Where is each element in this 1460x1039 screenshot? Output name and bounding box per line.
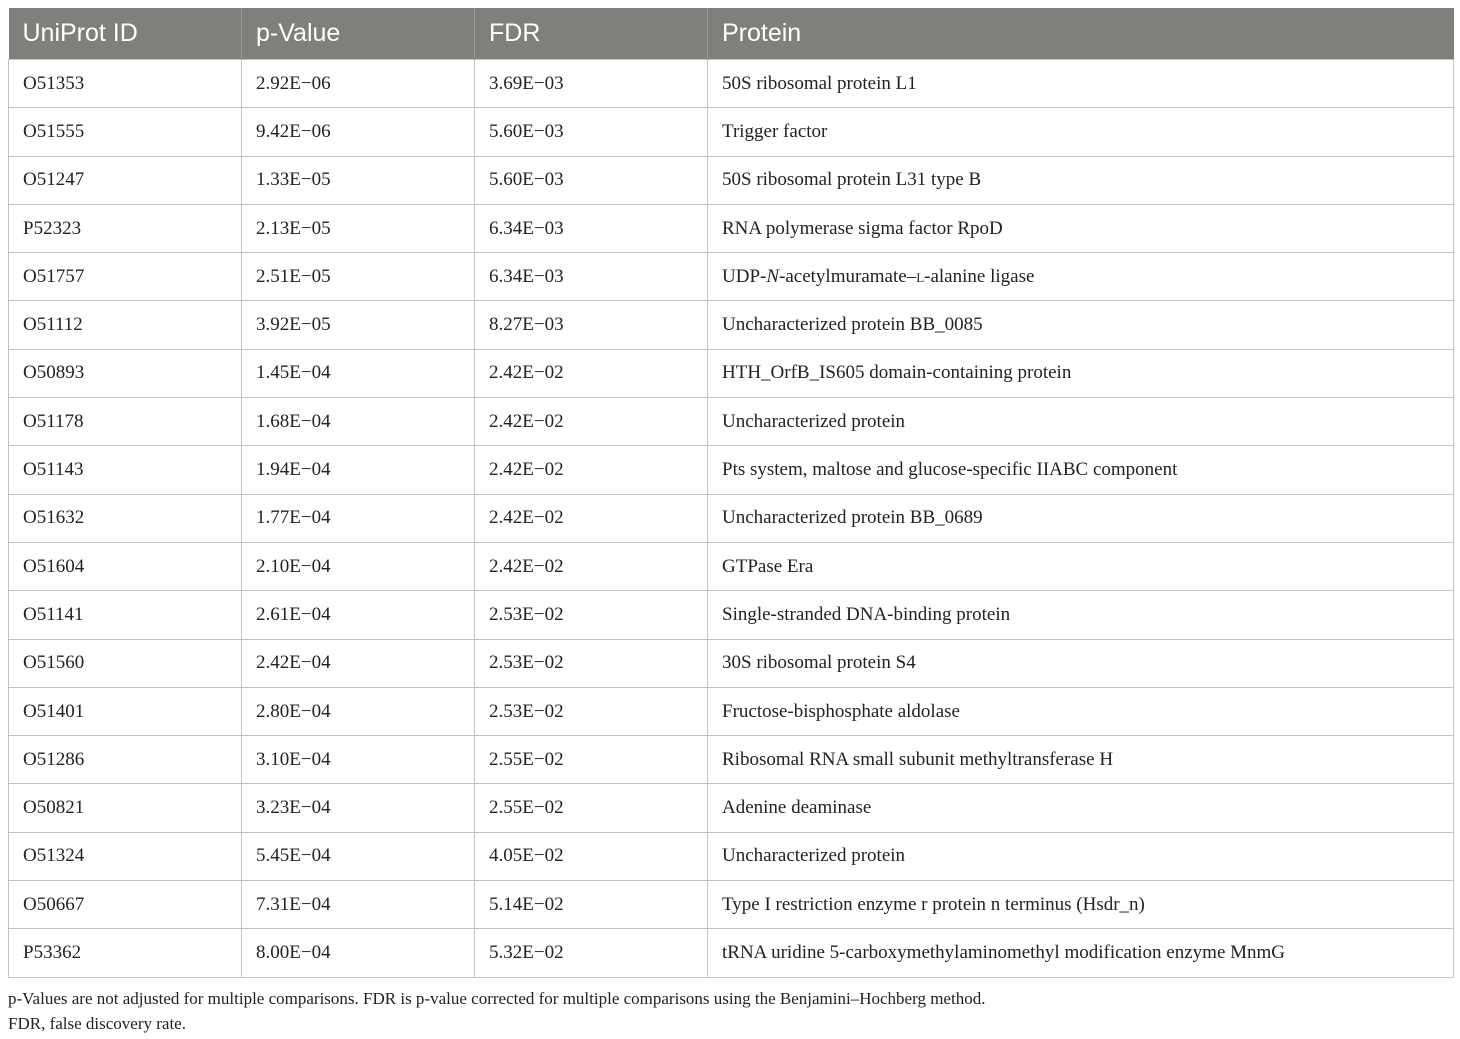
cell-protein: Single-stranded DNA-binding protein (708, 591, 1454, 639)
cell-p-value: 2.13E−05 (242, 204, 475, 252)
table-row (9, 156, 1454, 204)
table-row (9, 398, 1454, 446)
cell-uniprot-id: O51324 (9, 832, 242, 880)
table-body (9, 60, 1454, 978)
cell-uniprot-id: O51757 (9, 253, 242, 301)
cell-protein: tRNA uridine 5-carboxymethylaminomethyl modification enzyme MnmG (708, 929, 1454, 977)
cell-protein: Type I restriction enzyme r protein n terminus (Hsdr_n) (708, 881, 1454, 929)
table-row (9, 639, 1454, 687)
cell-uniprot-id: O51560 (9, 639, 242, 687)
cell-protein: RNA polymerase sigma factor RpoD (708, 204, 1454, 252)
table-row (9, 929, 1454, 977)
cell-fdr: 2.42E−02 (475, 398, 708, 446)
table-row (9, 881, 1454, 929)
cell-fdr: 8.27E−03 (475, 301, 708, 349)
table-row (9, 784, 1454, 832)
cell-protein: Ribosomal RNA small subunit methyltransferase H (708, 736, 1454, 784)
cell-uniprot-id: O50821 (9, 784, 242, 832)
column-header-uniprot-id: UniProt ID (9, 8, 242, 60)
cell-protein: 50S ribosomal protein L31 type B (708, 156, 1454, 204)
cell-fdr: 6.34E−03 (475, 204, 708, 252)
cell-protein: Uncharacterized protein BB_0085 (708, 301, 1454, 349)
cell-uniprot-id: O51247 (9, 156, 242, 204)
column-header-p-value: p-Value (242, 8, 475, 60)
cell-fdr: 2.55E−02 (475, 784, 708, 832)
table-row (9, 736, 1454, 784)
cell-uniprot-id: O51632 (9, 494, 242, 542)
cell-protein: 30S ribosomal protein S4 (708, 639, 1454, 687)
cell-p-value: 1.45E−04 (242, 349, 475, 397)
cell-p-value: 2.10E−04 (242, 542, 475, 590)
cell-fdr: 5.60E−03 (475, 108, 708, 156)
cell-uniprot-id: P52323 (9, 204, 242, 252)
table-footnotes (8, 986, 985, 1036)
table-row (9, 446, 1454, 494)
cell-protein: Fructose-bisphosphate aldolase (708, 687, 1454, 735)
cell-p-value: 2.42E−04 (242, 639, 475, 687)
cell-p-value: 5.45E−04 (242, 832, 475, 880)
cell-p-value: 1.33E−05 (242, 156, 475, 204)
table-row (9, 349, 1454, 397)
table-row (9, 542, 1454, 590)
cell-fdr: 2.55E−02 (475, 736, 708, 784)
cell-p-value: 3.23E−04 (242, 784, 475, 832)
cell-uniprot-id: O51112 (9, 301, 242, 349)
table-row (9, 301, 1454, 349)
cell-p-value: 2.80E−04 (242, 687, 475, 735)
cell-fdr: 2.53E−02 (475, 591, 708, 639)
cell-fdr: 5.32E−02 (475, 929, 708, 977)
cell-uniprot-id: O50667 (9, 881, 242, 929)
cell-p-value: 9.42E−06 (242, 108, 475, 156)
cell-fdr: 4.05E−02 (475, 832, 708, 880)
cell-protein: GTPase Era (708, 542, 1454, 590)
cell-fdr: 2.42E−02 (475, 349, 708, 397)
column-header-fdr: FDR (475, 8, 708, 60)
cell-protein: Trigger factor (708, 108, 1454, 156)
protein-table (8, 8, 1454, 978)
table-row (9, 591, 1454, 639)
cell-fdr: 5.60E−03 (475, 156, 708, 204)
footnote-adjustment: p-Values are not adjusted for multiple comparisons. FDR is p-value corrected for multiple comparisons using the Benjamini–Hochberg method. (8, 989, 986, 1008)
table-row (9, 687, 1454, 735)
cell-fdr: 5.14E−02 (475, 881, 708, 929)
cell-protein: Adenine deaminase (708, 784, 1454, 832)
cell-fdr: 6.34E−03 (475, 253, 708, 301)
cell-p-value: 1.94E−04 (242, 446, 475, 494)
table-row (9, 253, 1454, 301)
cell-fdr: 2.42E−02 (475, 446, 708, 494)
column-header-protein: Protein (708, 8, 1454, 60)
header-row (9, 8, 1454, 60)
cell-uniprot-id: O51141 (9, 591, 242, 639)
cell-protein: Uncharacterized protein (708, 832, 1454, 880)
cell-p-value: 2.92E−06 (242, 60, 475, 108)
cell-protein: Uncharacterized protein (708, 398, 1454, 446)
cell-uniprot-id: O51286 (9, 736, 242, 784)
table-header (9, 8, 1454, 60)
cell-protein: Uncharacterized protein BB_0689 (708, 494, 1454, 542)
cell-uniprot-id: O51353 (9, 60, 242, 108)
cell-p-value: 3.92E−05 (242, 301, 475, 349)
cell-p-value: 2.51E−05 (242, 253, 475, 301)
cell-protein: 50S ribosomal protein L1 (708, 60, 1454, 108)
cell-p-value: 1.77E−04 (242, 494, 475, 542)
cell-p-value: 8.00E−04 (242, 929, 475, 977)
cell-protein: HTH_OrfB_IS605 domain-containing protein (708, 349, 1454, 397)
cell-p-value: 7.31E−04 (242, 881, 475, 929)
table-row (9, 832, 1454, 880)
cell-fdr: 2.42E−02 (475, 542, 708, 590)
cell-fdr: 2.42E−02 (475, 494, 708, 542)
cell-p-value: 3.10E−04 (242, 736, 475, 784)
cell-fdr: 3.69E−03 (475, 60, 708, 108)
cell-uniprot-id: P53362 (9, 929, 242, 977)
cell-uniprot-id: O51604 (9, 542, 242, 590)
table-row (9, 204, 1454, 252)
protein-table-container (8, 8, 1453, 978)
cell-fdr: 2.53E−02 (475, 687, 708, 735)
table-row (9, 60, 1454, 108)
cell-p-value: 1.68E−04 (242, 398, 475, 446)
cell-protein: Pts system, maltose and glucose-specific IIABC component (708, 446, 1454, 494)
table-row (9, 108, 1454, 156)
cell-protein: UDP-N-acetylmuramate–l-alanine ligase (708, 253, 1454, 301)
cell-uniprot-id: O51555 (9, 108, 242, 156)
cell-fdr: 2.53E−02 (475, 639, 708, 687)
footnote-fdr-definition: FDR, false discovery rate. (8, 1014, 186, 1033)
cell-uniprot-id: O51178 (9, 398, 242, 446)
cell-uniprot-id: O50893 (9, 349, 242, 397)
table-row (9, 494, 1454, 542)
cell-uniprot-id: O51143 (9, 446, 242, 494)
cell-uniprot-id: O51401 (9, 687, 242, 735)
cell-p-value: 2.61E−04 (242, 591, 475, 639)
